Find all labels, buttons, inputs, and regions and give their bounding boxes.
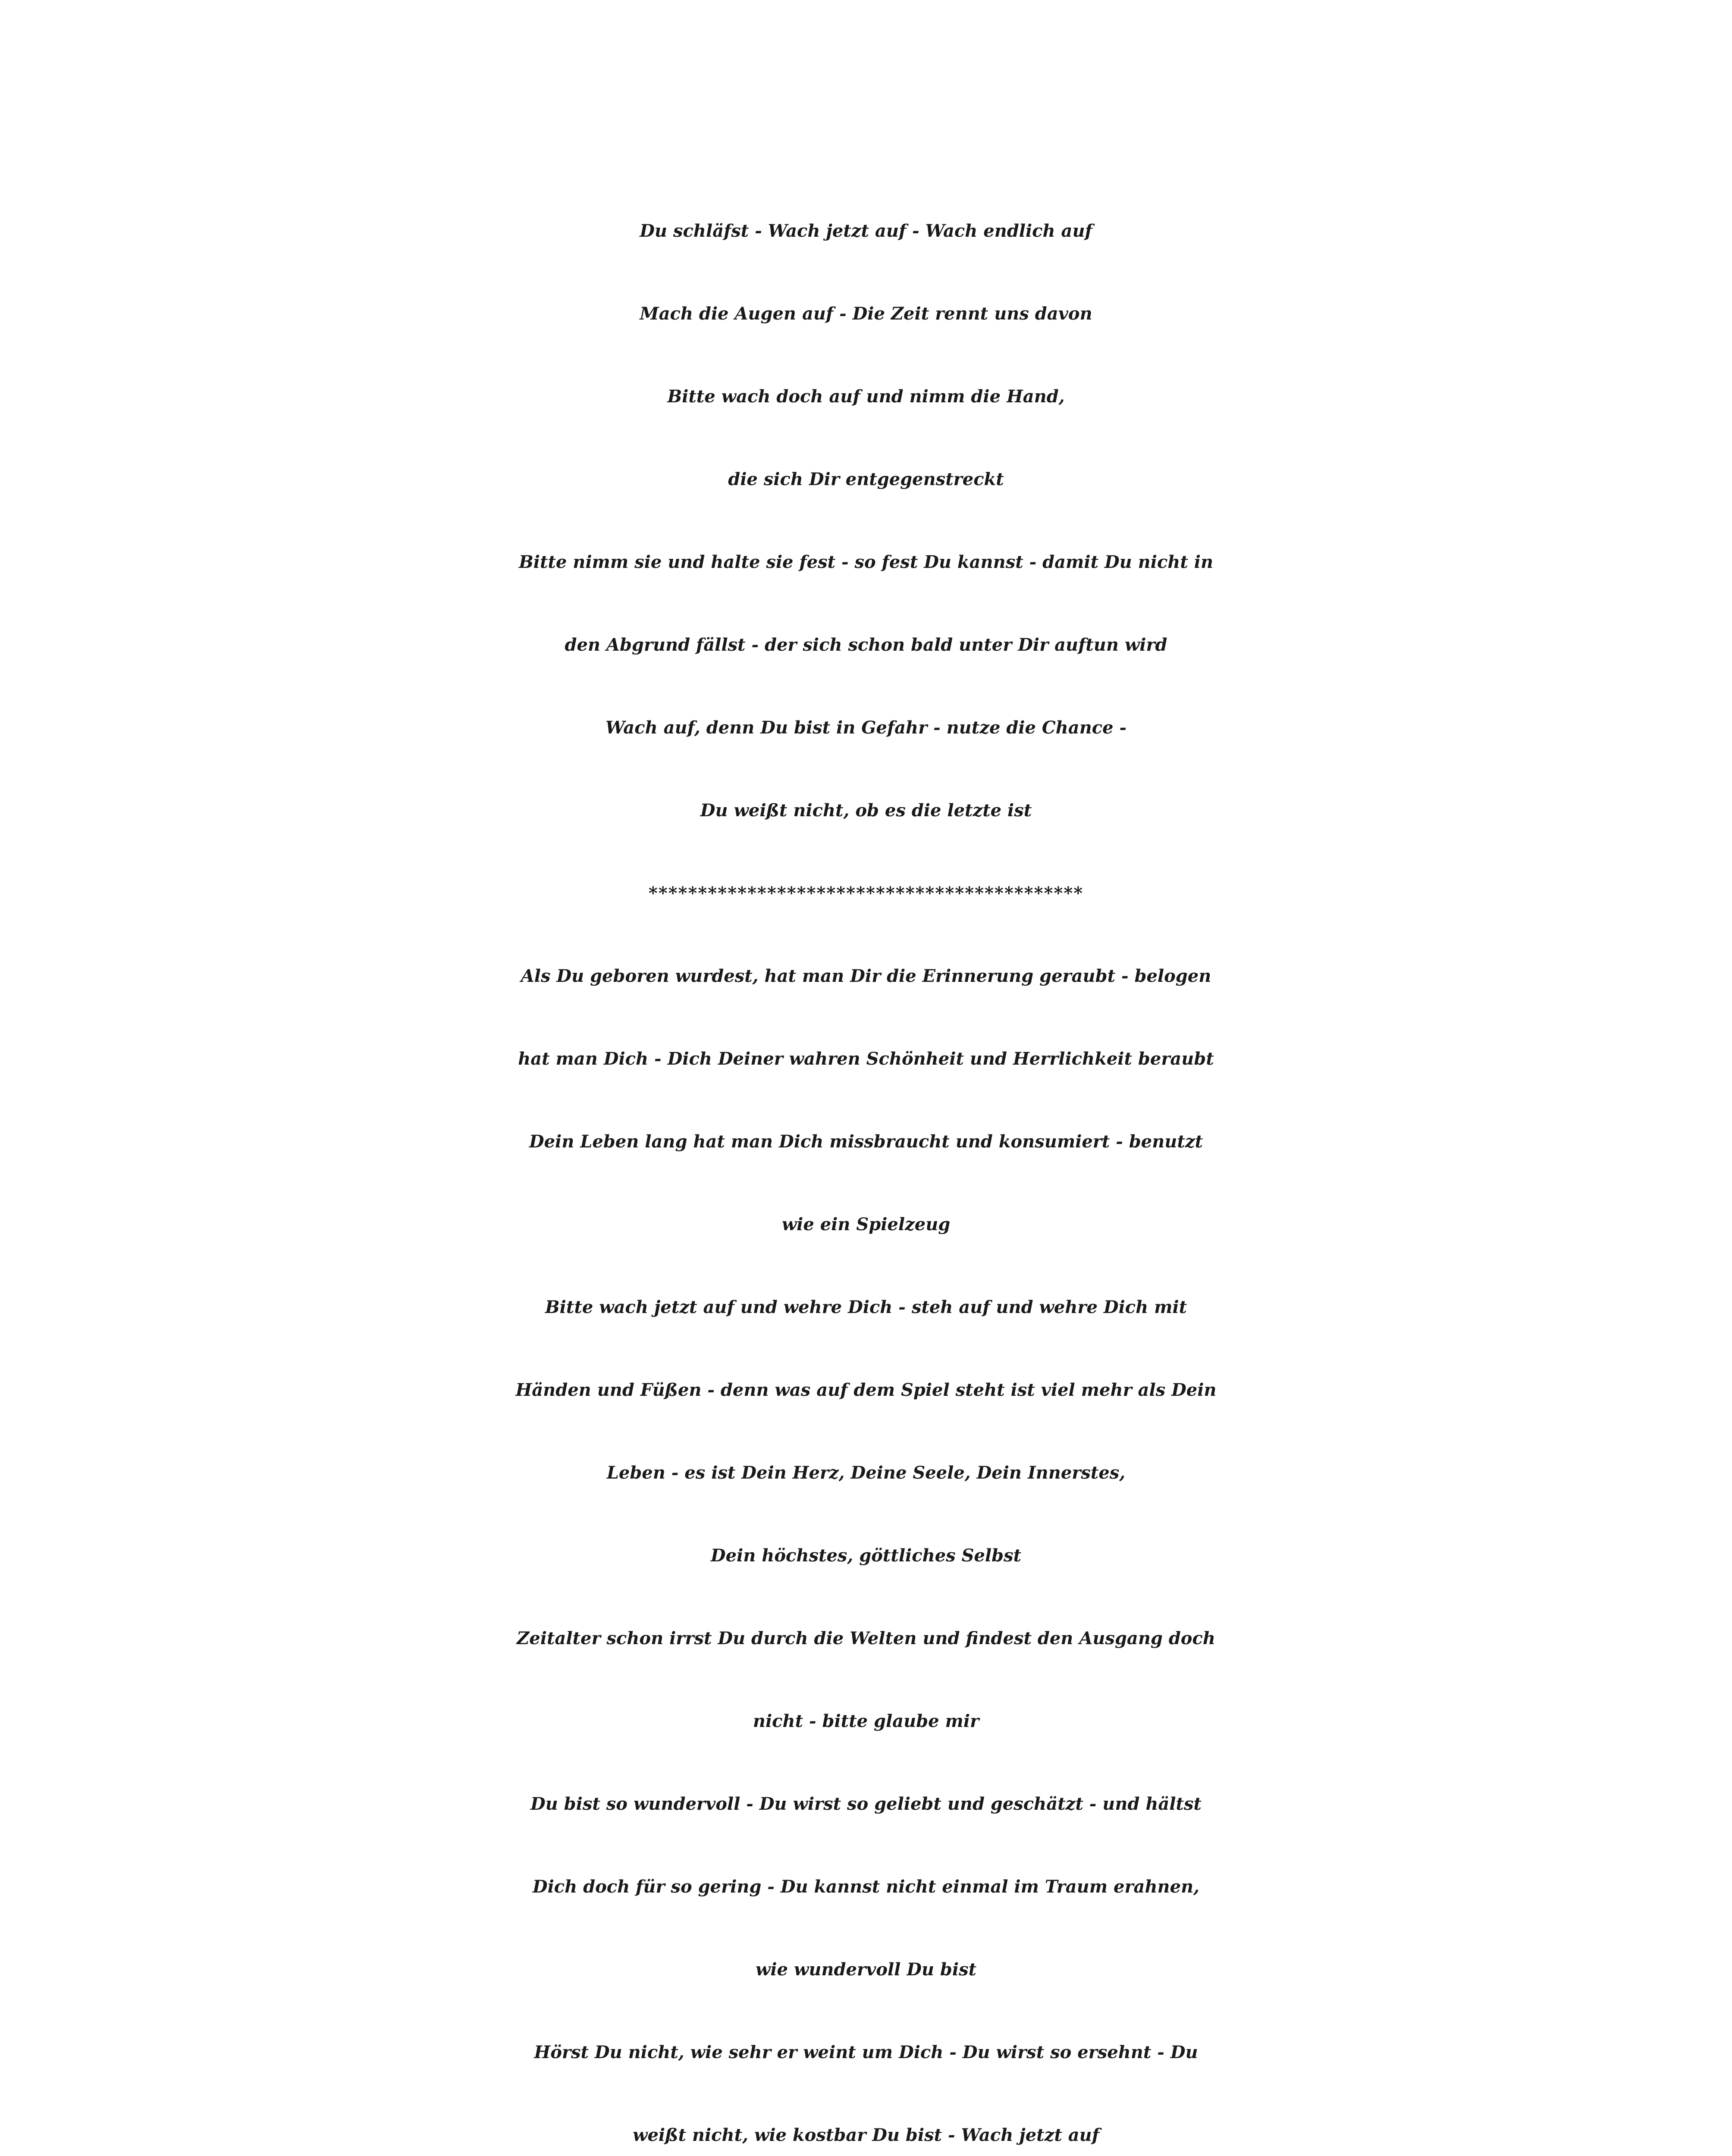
text-line: Dein höchstes, göttliches Selbst	[710, 1545, 1022, 1566]
text-line: Bitte nimm sie und halte sie fest - so fest Du kannst - damit Du nicht in	[518, 552, 1214, 572]
poem-text	[0, 190, 1732, 2156]
text-line: Du schläfst - Wach jetzt auf - Wach endlich auf	[640, 221, 1092, 241]
text-line: Bitte wach doch auf und nimm die Hand,	[667, 386, 1065, 407]
text-line: Hörst Du nicht, wie sehr er weint um Dich - Du wirst so ersehnt - Du	[534, 2042, 1198, 2062]
text-line: weißt nicht, wie kostbar Du bist - Wach jetzt auf	[633, 2125, 1099, 2145]
text-line: Händen und Füßen - denn was auf dem Spiel steht ist viel mehr als Dein	[515, 1380, 1217, 1400]
text-line: Als Du geboren wurdest, hat man Dir die Erinnerung geraubt - belogen	[521, 966, 1211, 986]
text-line: Mach die Augen auf - Die Zeit rennt uns davon	[640, 304, 1092, 324]
text-line: Bitte wach jetzt auf und wehre Dich - steh auf und wehre Dich mit	[545, 1297, 1187, 1317]
section-divider: ********************************************	[648, 883, 1084, 903]
text-line: Du weißt nicht, ob es die letzte ist	[700, 800, 1032, 821]
text-line: nicht - bitte glaube mir	[753, 1711, 979, 1731]
text-line: wie ein Spielzeug	[781, 1214, 951, 1235]
text-line: Leben - es ist Dein Herz, Deine Seele, Dein Innerstes,	[606, 1463, 1126, 1483]
text-line: wie wundervoll Du bist	[755, 1959, 977, 1980]
text-line: Du bist so wundervoll - Du wirst so geliebt und geschätzt - und hältst	[530, 1794, 1202, 1814]
text-line: hat man Dich - Dich Deiner wahren Schönheit und Herrlichkeit beraubt	[518, 1049, 1214, 1069]
text-line: Dich doch für so gering - Du kannst nicht einmal im Traum erahnen,	[532, 1877, 1200, 1897]
text-line: den Abgrund fällst - der sich schon bald unter Dir auftun wird	[565, 635, 1167, 655]
text-line: die sich Dir entgegenstreckt	[728, 469, 1004, 489]
text-line: Dein Leben lang hat man Dich missbraucht und konsumiert - benutzt	[529, 1131, 1203, 1152]
text-line: Zeitalter schon irrst Du durch die Welten und findest den Ausgang doch	[517, 1628, 1215, 1648]
text-line: Wach auf, denn Du bist in Gefahr - nutze die Chance -	[605, 718, 1127, 738]
